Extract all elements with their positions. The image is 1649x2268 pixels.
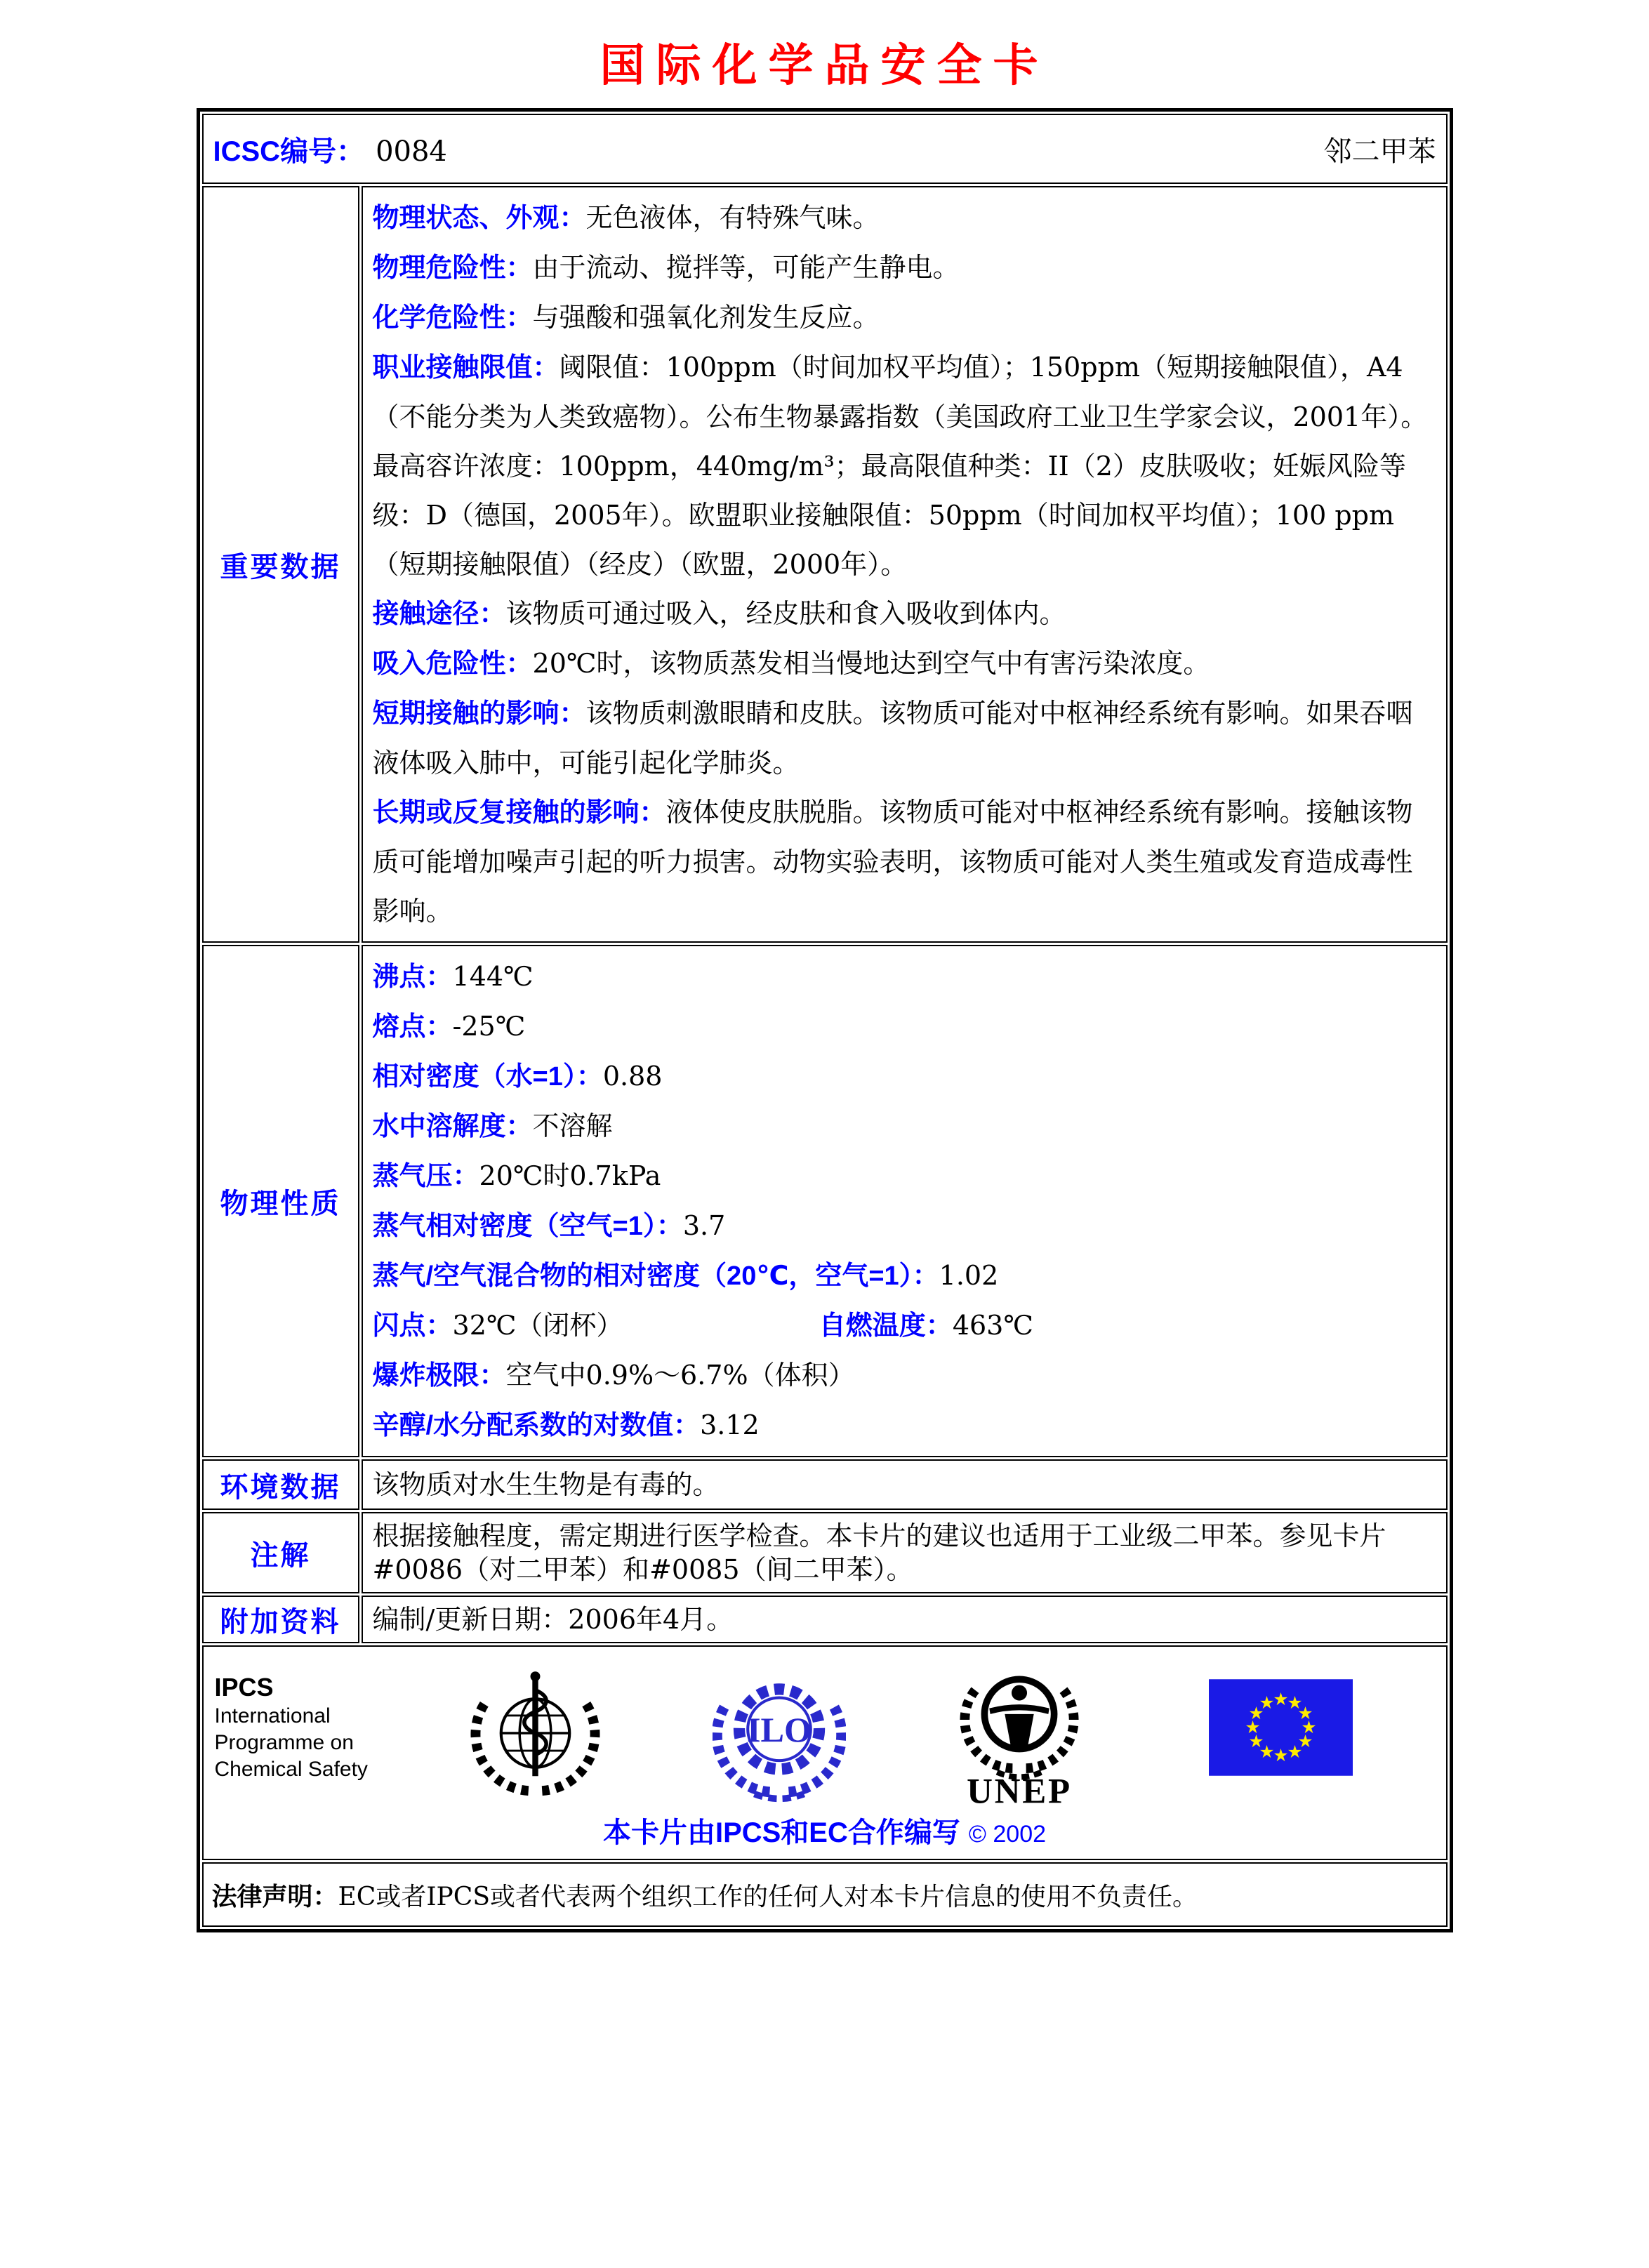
page-title: 国际化学品安全卡	[600, 40, 1049, 91]
legal-row	[202, 1862, 1448, 1927]
important-item: 短期接触的影响：该物质刺激眼睛和皮肤。该物质可能对中枢神经系统有影响。如果吞咽液体吸入肺中，可能引起化学肺炎。	[372, 698, 1413, 778]
unep-logo-text: UNEP	[966, 1772, 1072, 1809]
important-item: 物理状态、外观：无色液体，有特殊气味。	[372, 202, 880, 233]
physical-item: 沸点：144℃	[372, 961, 534, 992]
ipcs-acronym: IPCS	[214, 1673, 274, 1702]
section-content-notes: 根据接触程度，需定期进行医学检查。本卡片的建议也适用于工业级二甲苯。参见卡片#0086（对二甲苯）和#0085（间二甲苯）。	[362, 1512, 1448, 1593]
physical-item: 蒸气压：20℃时0.7kPa	[372, 1160, 661, 1191]
footer-credit-line	[204, 1810, 1446, 1850]
unep-logo-icon	[956, 1658, 1082, 1812]
physical-item-flash-autoignition: 闪点：32℃（闭杯） 自燃温度：463℃	[372, 1310, 1033, 1341]
physical-item: 辛醇/水分配系数的对数值：3.12	[372, 1410, 760, 1440]
svg-text:ILO: ILO	[746, 1710, 812, 1749]
important-item: 物理危险性：由于流动、搅拌等，可能产生静电。	[372, 252, 960, 283]
who-logo-icon	[467, 1659, 604, 1810]
icsc-number-value: 0084	[376, 135, 447, 168]
important-item: 化学危险性：与强酸和强氧化剂发生反应。	[372, 302, 880, 333]
section-content-physical-properties	[362, 945, 1448, 1457]
chemical-name: 邻二甲苯	[1323, 135, 1436, 168]
icsc-number-label: ICSC编号：	[213, 135, 365, 167]
section-label-important-data: 重要数据	[202, 186, 359, 943]
ipcs-text-block: IPCS International Programme on Chemical Safety	[214, 1673, 368, 1781]
legal-text: EC或者IPCS或者代表两个组织工作的任何人对本卡片信息的使用不负责任。	[338, 1882, 1198, 1911]
section-label-physical-properties: 物理性质	[202, 945, 359, 1457]
footer-row	[202, 1645, 1448, 1860]
physical-item: 水中溶解度：不溶解	[372, 1110, 613, 1141]
physical-item: 爆炸极限：空气中0.9%～6.7%（体积）	[372, 1360, 855, 1391]
copyright-text: © 2002	[968, 1821, 1047, 1848]
ilo-logo-icon	[713, 1666, 846, 1806]
important-item: 接触途径：该物质可通过吸入，经皮肤和食入吸收到体内。	[372, 598, 1066, 629]
physical-item: 蒸气/空气混合物的相对密度（20℃，空气=1）：1.02	[372, 1260, 999, 1291]
physical-item: 熔点：-25℃	[372, 1011, 526, 1042]
legal-label: 法律声明：	[211, 1881, 338, 1911]
important-item: 吸入危险性：20℃时，该物质蒸发相当慢地达到空气中有害污染浓度。	[372, 648, 1210, 679]
credit-text: 本卡片由IPCS和EC合作编写	[602, 1817, 960, 1848]
section-content-important-data	[362, 186, 1448, 943]
header-row	[202, 114, 1448, 184]
physical-item: 相对密度（水=1）：0.88	[372, 1061, 663, 1092]
section-label-notes: 注解	[202, 1512, 359, 1593]
section-label-environmental-data: 环境数据	[202, 1459, 359, 1510]
section-content-environmental-data: 该物质对水生生物是有毒的。	[362, 1459, 1448, 1510]
important-item: 长期或反复接触的影响：液体使皮肤脱脂。该物质可能对中枢神经系统有影响。接触该物质可能增加噪声引起的听力损害。动物实验表明，该物质可能对人类生殖或发育造成毒性影响。	[372, 797, 1413, 927]
physical-item: 蒸气相对密度（空气=1）：3.7	[372, 1210, 726, 1241]
section-label-additional-info: 附加资料	[202, 1596, 359, 1643]
icsc-number-group	[213, 129, 447, 169]
icsc-table	[197, 108, 1453, 1932]
eu-flag-icon	[1209, 1679, 1353, 1779]
section-content-additional-info: 编制/更新日期：2006年4月。	[362, 1596, 1448, 1643]
important-item: 职业接触限值：阈限值：100ppm（时间加权平均值）；150ppm（短期接触限值），A4（不能分类为人类致癌物）。公布生物暴露指数（美国政府工业卫生学家会议，2001年）。最高容许浓度：100ppm，440mg/m³；最高限值种类：II（2）皮肤吸收；妊娠风险等级：D（德国，2005年）。欧盟职业接触限值：50ppm（时间加权平均值）；100 ppm（短期接触限值）（经皮）（欧盟，2000年）。	[372, 352, 1428, 580]
icsc-card-page	[0, 29, 1649, 1932]
